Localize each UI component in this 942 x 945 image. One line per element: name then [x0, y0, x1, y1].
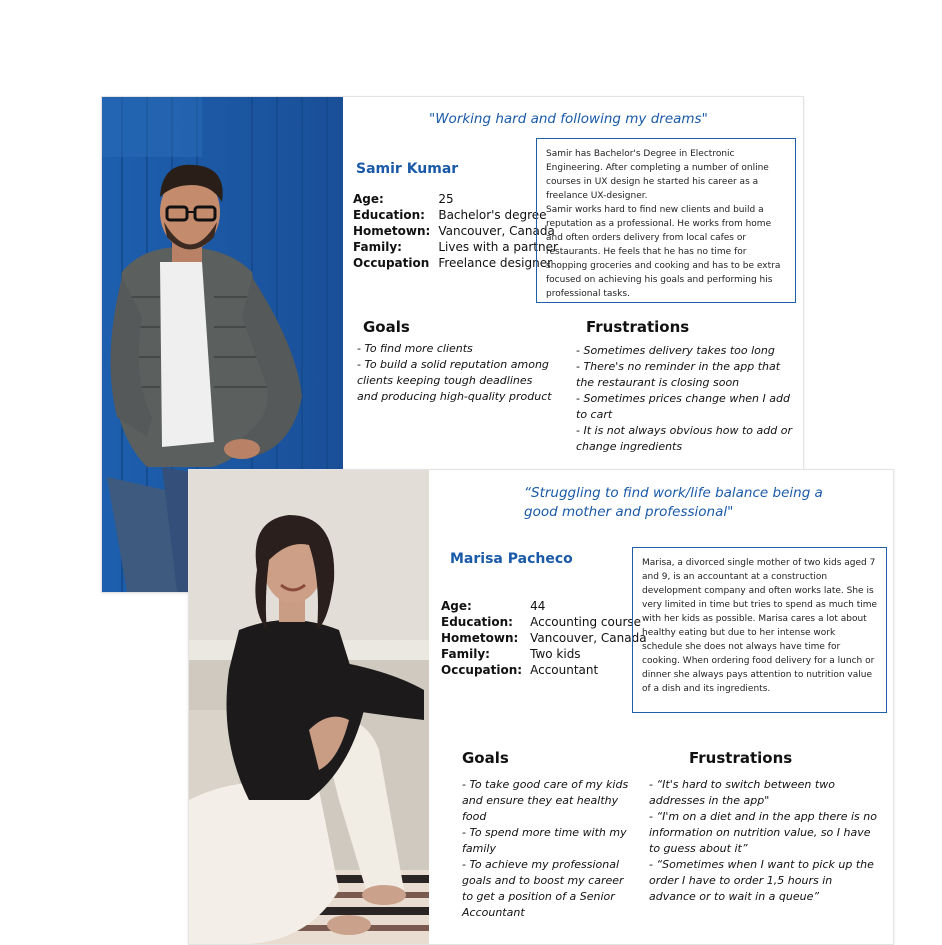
frustrations-heading: Frustrations: [689, 749, 793, 767]
persona-photo-marisa: [189, 470, 429, 944]
fact-row-hometown: Hometown: Vancouver, Canada: [441, 631, 647, 645]
persona-name: Samir Kumar: [356, 161, 459, 177]
persona-quote: "Working hard and following my dreams": [429, 111, 708, 127]
goal-item: - To build a solid reputation among clients keeping tough deadlines and producing high-quality product: [357, 358, 552, 403]
persona-facts: [441, 598, 647, 678]
fact-row-education: Education: Accounting course: [441, 615, 642, 629]
goals-list: [357, 341, 552, 405]
persona-facts: [353, 191, 558, 271]
frustrations-heading: Frustrations: [586, 318, 690, 336]
fact-row-education: Education: Bachelor's degree: [353, 208, 547, 222]
goal-item: - To find more clients: [357, 342, 473, 355]
goal-item: - To spend more time with my family: [462, 826, 627, 855]
goals-heading: Goals: [363, 318, 410, 336]
fact-row-family: Family: Two kids: [441, 647, 581, 661]
frustration-item: - “I'm on a diet and in the app there is no information on nutrition value, so I have to guess about it”: [649, 810, 877, 855]
fact-row-age: Age: 44: [441, 599, 546, 613]
persona-quote: “Struggling to find work/life balance being a good mother and professional": [524, 485, 823, 520]
frustrations-list: [649, 777, 881, 905]
frustration-item: - “It's hard to switch between two addresses in the app": [649, 778, 835, 807]
persona-name: Marisa Pacheco: [450, 551, 573, 567]
persona-card-marisa: [188, 469, 894, 945]
fact-row-family: Family: Lives with a partner: [353, 240, 558, 254]
goal-item: - To take good care of my kids and ensure they eat healthy food: [462, 778, 629, 823]
frustration-item: - “Sometimes when I want to pick up the order I have to order 1,5 hours in advance or to wait in a queue”: [649, 858, 874, 903]
frustrations-list: [576, 343, 796, 455]
goal-item: - To achieve my professional goals and to boost my career to get a position of a Senior Accountant: [462, 858, 624, 919]
fact-row-occupation: Occupation Freelance designer: [353, 256, 553, 270]
bio-paragraph: Marisa, a divorced single mother of two kids aged 7 and 9, is an accountant at a construction development company and often works late. She is very limited in time but tries to spend as much time with her kids as possible. Marisa cares a lot about healthy eating but due to her intense work schedule she does not always have time for cooking. When ordering food delivery for a lunch or dinner she always pays attention to nutrition value of a dish and its ingredients.: [642, 558, 878, 694]
goals-heading: Goals: [462, 749, 509, 767]
bio-paragraph: Samir works hard to find new clients and build a reputation as a professional. He works from home and often orders delivery from local cafes or restaurants. He feels that he has no time for shopping groceries and cooking and has to be extra focused on achieving his goals and performing his professional tasks.: [546, 205, 781, 299]
frustration-item: - Sometimes delivery takes too long: [576, 344, 775, 357]
bio-paragraph: Samir has Bachelor's Degree in Electronic Engineering. After completing a number of online courses in UX design he started his career as a freelance UX-designer.: [546, 149, 769, 201]
persona-bio: [536, 138, 796, 303]
frustration-item: - Sometimes prices change when I add to cart: [576, 392, 790, 421]
woman-portrait-image: [189, 470, 429, 944]
persona-bio: [632, 547, 887, 713]
fact-row-hometown: Hometown: Vancouver, Canada: [353, 224, 555, 238]
frustration-item: - There's no reminder in the app that the restaurant is closing soon: [576, 360, 781, 389]
fact-row-age: Age: 25: [353, 192, 454, 206]
fact-row-occupation: Occupation: Accountant: [441, 663, 599, 677]
goals-list: [462, 777, 634, 921]
frustration-item: - It is not always obvious how to add or change ingredients: [576, 424, 792, 453]
